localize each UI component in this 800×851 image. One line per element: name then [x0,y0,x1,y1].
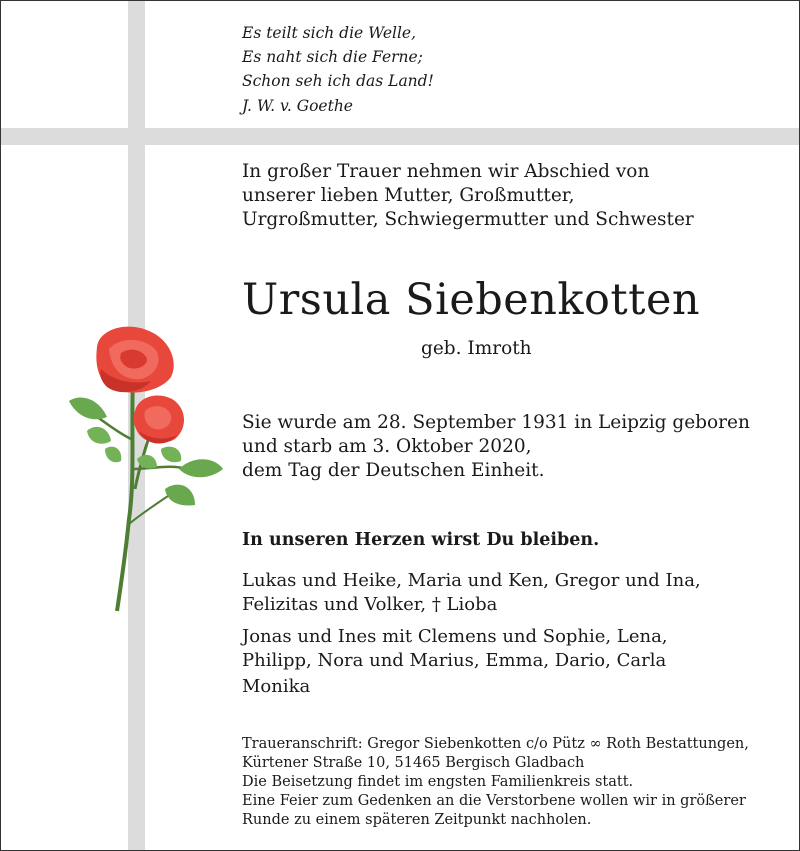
family-group-2 [242,625,668,673]
cross-horizontal-bar [1,128,800,145]
intro-line: In großer Trauer nehmen wir Abschied von [242,161,650,182]
poem-line: Es teilt sich die Welle, [242,24,417,42]
rose-icon [61,319,229,619]
maiden-name: geb. Imroth [421,338,532,359]
family-group-3: Monika [242,676,311,697]
notes-line: Traueranschrift: Gregor Siebenkotten c/o Pütz ∞ Roth Bestattungen, [242,736,749,752]
intro-line: unserer lieben Mutter, Großmutter, [242,185,575,206]
notes [242,735,749,830]
family-group-1 [242,569,701,617]
family-line: Lukas und Heike, Maria und Ken, Gregor und Ina, [242,570,701,591]
family-line: Felizitas und Volker, † Lioba [242,594,498,615]
life-line: dem Tag der Deutschen Einheit. [242,460,545,481]
life-line: Sie wurde am 28. September 1931 in Leipzig geboren [242,412,750,433]
notes-line: Die Beisetzung findet im engsten Familienkreis statt. [242,774,634,790]
poem [242,21,434,93]
family-line: Philipp, Nora und Marius, Emma, Dario, Carla [242,650,667,671]
poem-author: J. W. v. Goethe [242,97,353,115]
family-line: Jonas und Ines mit Clemens und Sophie, Lena, [242,626,668,647]
life-line: und starb am 3. Oktober 2020, [242,436,532,457]
notes-line: Kürtener Straße 10, 51465 Bergisch Gladbach [242,755,585,771]
poem-line: Schon seh ich das Land! [242,72,434,90]
intro-text [242,160,694,232]
deceased-name: Ursula Siebenkotten [242,275,701,325]
poem-line: Es naht sich die Ferne; [242,48,423,66]
motto: In unseren Herzen wirst Du bleiben. [242,530,600,550]
notes-line: Eine Feier zum Gedenken an die Verstorbene wollen wir in größerer [242,793,746,809]
life-dates [242,411,750,483]
notes-line: Runde zu einem späteren Zeitpunkt nachholen. [242,812,592,828]
intro-line: Urgroßmutter, Schwiegermutter und Schwester [242,209,694,230]
